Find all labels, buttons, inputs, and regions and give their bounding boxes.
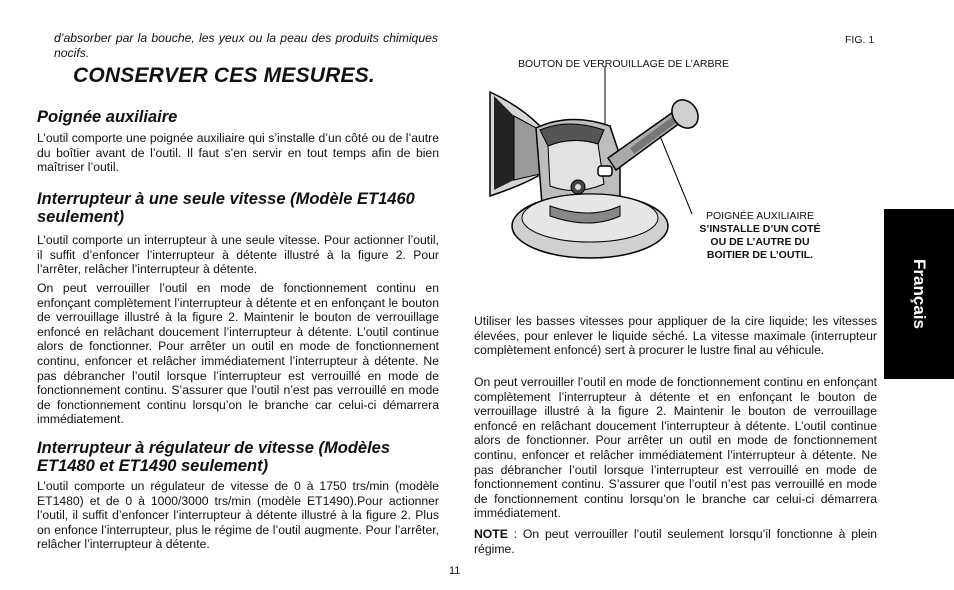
callout-line: BOITIER DE L’OUTIL. bbox=[706, 249, 814, 261]
page-title: CONSERVER CES MESURES. bbox=[73, 64, 375, 87]
callout-line: OU DE L’AUTRE DU bbox=[710, 236, 810, 248]
callout-auxiliary-handle bbox=[688, 210, 832, 262]
intro-text: d’absorber par la bouche, les yeux ou la peau des produits chimiques nocifs. bbox=[54, 31, 438, 60]
language-tab-label: Français bbox=[910, 259, 929, 329]
section-paragraph: L’outil comporte une poignée auxiliaire qui s’installe d’un côté ou de l’autre du boîtier avant de l’outil. Il faut s’en servir en tout temps afin de bien maîtriser l’outil. bbox=[37, 131, 439, 175]
right-paragraph: Utiliser les basses vitesses pour appliquer de la cire liquide; les vitesses élevées, pour enlever le liquide séché. La vitesse maximale (interrupteur complètement enfoncé) sert à procurer le lustre final au véhicule. bbox=[474, 314, 877, 358]
note-paragraph bbox=[474, 527, 877, 556]
callout-line: S’INSTALLE D’UN COTÉ bbox=[699, 223, 821, 235]
language-tab bbox=[884, 209, 954, 379]
section-paragraph: On peut verrouiller l’outil en mode de fonctionnement continu en enfonçant complètement l’interrupteur à détente et en enfonçant le bouton de verrouillage illustré à la figure 2. Maintenir le bouton de verrouillage enfoncé en relâchant doucement l’interrupteur à détente. L’outil continue alors de fonctionner. Pour arrêter un outil en mode de fonctionnement continu, enfoncer et relâcher immédiatement l’interrupteur à détente. Ne pas débrancher l’outil lorsque l’interrupteur est verrouillé en mode de fonctionnement continu. S’assurer que l’outil n’est pas verrouillé en mode de fonctionnement continu lorsqu’on le branche car celui-ci démarrera immédiatement. bbox=[37, 281, 439, 427]
page-number: 11 bbox=[449, 565, 461, 577]
section-heading-auxiliary-handle: Poignée auxiliaire bbox=[37, 108, 178, 126]
callout-spindle-lock: BOUTON DE VERROUILLAGE DE L’ARBRE bbox=[518, 58, 730, 70]
note-text: : On peut verrouiller l’outil seulement lorsqu’il fonctionne à plein régime. bbox=[474, 527, 877, 556]
section-paragraph: L’outil comporte un régulateur de vitesse de 0 à 1750 trs/min (modèle ET1480) et de 0 à 1000/3000 trs/min (modèle ET1490).Pour actionner l’outil, il suffit d’enfoncer l’interrupteur à détente illustré à la figure 2. Plus on enfonce l’interrupteur, plus le régime de l’outil augmente. Pour l’arrêter, relâcher l’interrupteur à détente. bbox=[37, 479, 439, 552]
right-paragraph: On peut verrouiller l’outil en mode de fonctionnement continu en enfonçant complètement l’interrupteur à détente et en enfonçant le bouton de verrouillage illustré à la figure 2. Maintenir le bouton de verrouillage enfoncé en relâchant doucement l’interrupteur à détente. L’outil continue alors de fonctionner. Pour arrêter un outil en mode de fonctionnement continu, enfoncer et relâcher immédiatement l’interrupteur à détente. Ne pas débrancher l’outil lorsque l’interrupteur est verrouillé en mode de fonctionnement continu. S’assurer que l’outil n’est pas verrouillé en mode de fonctionnement continu lorsqu’on le branche car celui-ci démarrera immédiatement. bbox=[474, 375, 877, 521]
note-label: NOTE bbox=[474, 527, 508, 541]
section-paragraph: L’outil comporte un interrupteur à une seule vitesse. Pour actionner l’outil, il suffit d’enfoncer l’interrupteur à détente illustré à la figure 2. Pour l’arrêter, relâcher l’interrupteur à détente. bbox=[37, 233, 439, 277]
callout-title: POIGNÉE AUXILIAIRE bbox=[706, 210, 814, 222]
section-heading-variable-speed: Interrupteur à régulateur de vitesse (Modèles ET1480 et ET1490 seulement) bbox=[37, 439, 391, 475]
section-heading-single-speed: Interrupteur à une seule vitesse (Modèle ET1460 seulement) bbox=[37, 190, 415, 226]
figure-label: FIG. 1 bbox=[845, 34, 875, 46]
